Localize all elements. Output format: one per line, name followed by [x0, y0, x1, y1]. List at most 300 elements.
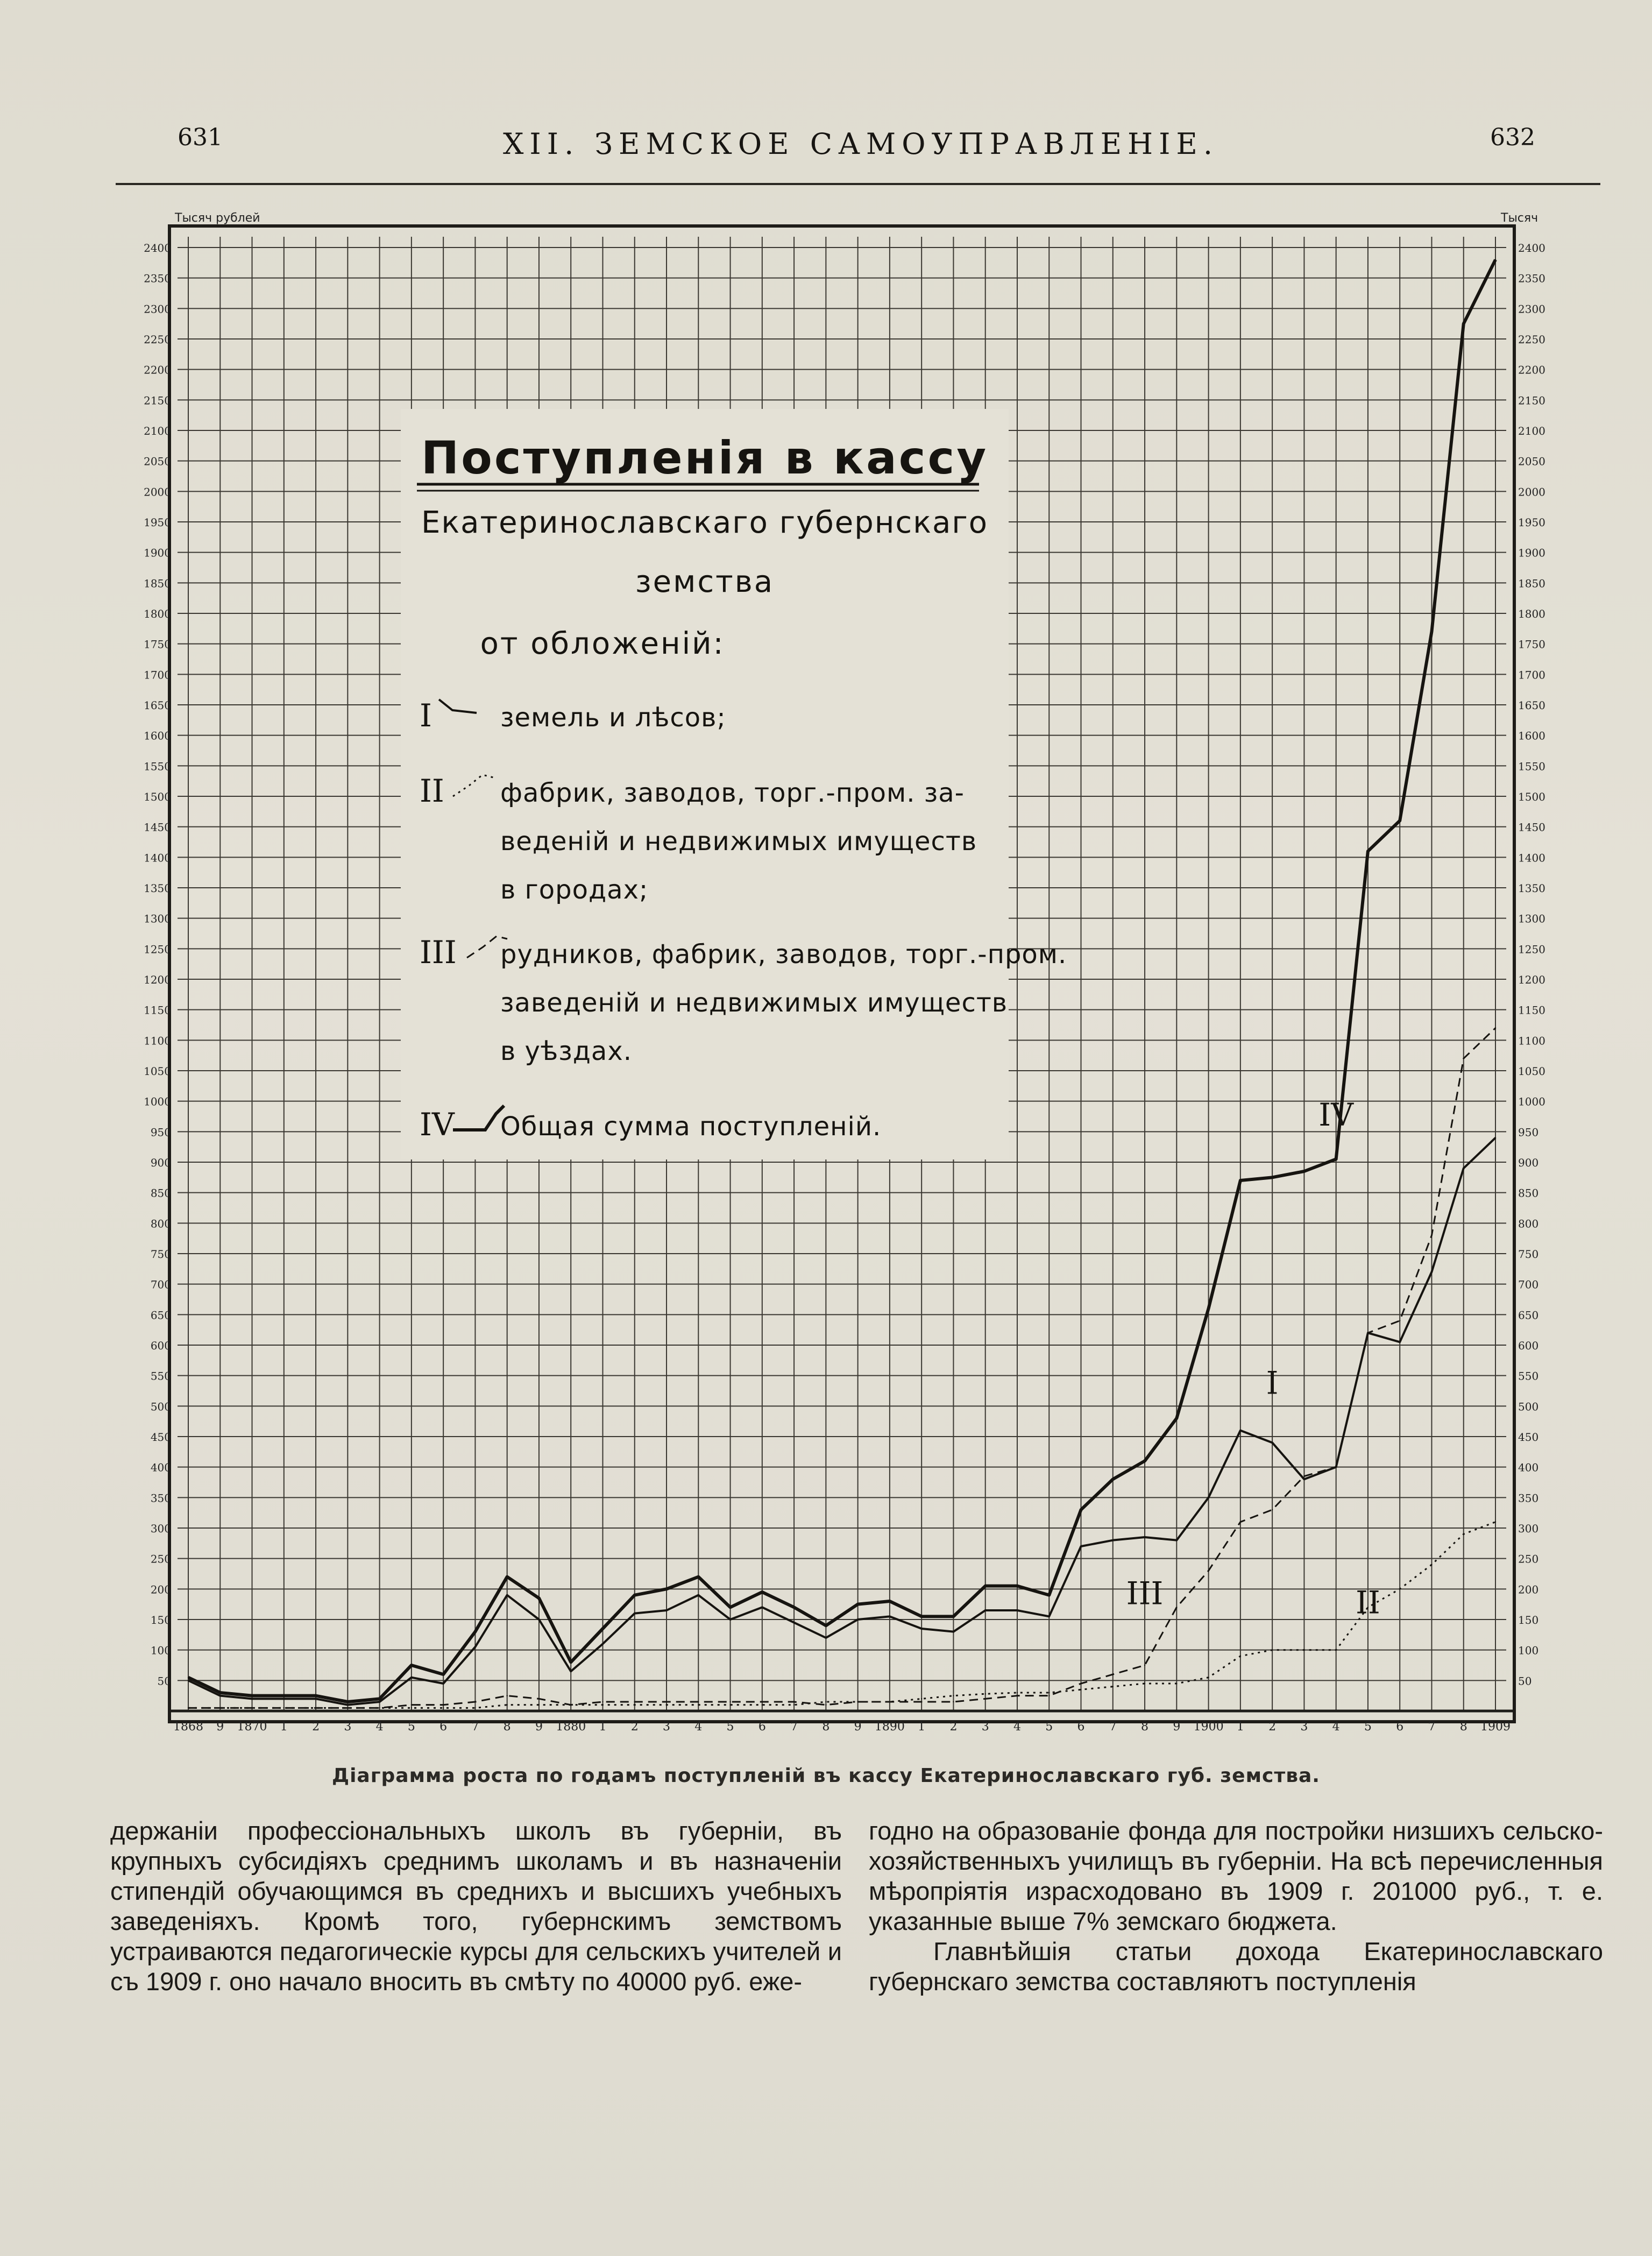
series-point-I [793, 1622, 795, 1623]
series-point-I [1080, 1546, 1081, 1547]
chart-title: Поступленія в кассу [421, 432, 989, 484]
series-point-IV [538, 1597, 540, 1599]
x-tick-label: 3 [344, 1720, 352, 1734]
series-point-II [634, 1704, 635, 1705]
series-point-I [219, 1695, 221, 1696]
series-point-IV [188, 1677, 189, 1678]
series-point-III [1017, 1695, 1018, 1696]
y-tick-label: 1450 [144, 821, 171, 834]
y-tick-label: 2200 [1518, 363, 1545, 377]
series-point-IV [1272, 1177, 1273, 1178]
y-tick-label: 1850 [144, 577, 171, 590]
legend-numeral: IV [420, 1106, 455, 1143]
y-tick-label: 1000 [1518, 1095, 1545, 1108]
series-point-IV [1399, 820, 1400, 821]
y-tick-label: 1750 [144, 638, 171, 651]
series-point-III [379, 1707, 380, 1708]
series-point-IV [1048, 1594, 1050, 1595]
x-tick-label: 2 [949, 1720, 958, 1734]
y-tick-label: 950 [150, 1126, 171, 1139]
y-tick-label: 700 [1518, 1278, 1539, 1291]
legend-text: земель и лѣсов; [500, 703, 726, 733]
y-tick-labels-right [1500, 211, 1545, 1687]
y-tick-label: 450 [1518, 1431, 1539, 1444]
x-tick-label: 4 [1332, 1720, 1340, 1734]
series-point-III [283, 1707, 285, 1708]
series-point-I [1272, 1442, 1273, 1443]
paragraph: держаніи профессіональныхъ школъ въ губерніи, въ крупныхъ субсидіяхъ среднимъ школамъ и въ назначеніи стипендій обучающимся въ среднихъ и высшихъ учебныхъ заведеніяхъ. Кромѣ того, губернскимъ земствомъ устраиваются педагогическіе курсы для сельскихъ учителей и съ 1909 г. оно начало вносить въ смѣту по 40000 руб. еже- [110, 1816, 842, 1996]
chart-subtitle: земства [635, 564, 775, 599]
y-tick-label: 2350 [144, 272, 171, 285]
legend-text: фабрик, заводов, торг.-пром. за- [500, 778, 965, 808]
series-point-III [762, 1701, 763, 1702]
series-point-III [219, 1707, 221, 1708]
x-tick-label: 1909 [1480, 1720, 1511, 1734]
series-point-III [347, 1707, 348, 1708]
y-axis-title-right: Тысяч [1501, 211, 1538, 225]
y-tick-label: 1000 [144, 1095, 171, 1108]
y-tick-label: 2300 [1518, 302, 1545, 316]
y-tick-label: 200 [1518, 1583, 1539, 1596]
x-tick-label: 6 [439, 1720, 448, 1734]
x-tick-label: 2 [630, 1720, 639, 1734]
series-point-III [570, 1704, 571, 1705]
y-tick-label: 1350 [1518, 882, 1545, 895]
series-point-IV [283, 1695, 285, 1696]
x-tick-label: 7 [1428, 1720, 1436, 1734]
series-point-III [793, 1701, 795, 1702]
y-tick-label: 2000 [144, 485, 171, 499]
series-point-I [283, 1698, 285, 1699]
y-tick-label: 250 [1518, 1552, 1539, 1566]
y-tick-label: 700 [150, 1278, 171, 1291]
series-point-IV [634, 1594, 635, 1595]
series-point-IV [1463, 323, 1464, 324]
x-tick-label: 5 [407, 1720, 415, 1734]
y-tick-label: 1300 [1518, 912, 1545, 925]
y-tick-label: 1300 [144, 912, 171, 925]
series-point-III [825, 1704, 826, 1705]
y-tick-label: 1450 [1518, 821, 1545, 834]
series-point-IV [793, 1607, 795, 1608]
series-point-II [1176, 1683, 1177, 1684]
y-tick-label: 900 [1518, 1156, 1539, 1169]
series-point-I [985, 1610, 986, 1611]
y-tick-label: 850 [150, 1186, 171, 1200]
y-tick-label: 950 [1518, 1126, 1539, 1139]
series-point-I [251, 1698, 252, 1699]
series-point-III [1335, 1466, 1336, 1467]
y-tick-label: 750 [1518, 1248, 1539, 1261]
y-tick-label: 1800 [1518, 607, 1545, 620]
series-point-I [666, 1610, 667, 1611]
x-tick-label: 8 [1141, 1720, 1149, 1734]
page-number-right: 632 [1490, 124, 1535, 151]
series-point-I [347, 1704, 348, 1705]
y-tick-label: 1150 [144, 1003, 171, 1017]
figure-caption: Діаграмма роста по годамъ поступленій въ кассу Екатеринославскаго губ. земства. [332, 1765, 1320, 1787]
y-tick-label: 2250 [144, 333, 171, 346]
series-point-II [762, 1704, 763, 1705]
series-point-I [1112, 1539, 1114, 1540]
x-tick-label: 9 [1173, 1720, 1181, 1734]
y-tick-label: 250 [150, 1552, 171, 1566]
y-tick-label: 1500 [1518, 790, 1545, 803]
series-point-II [1495, 1521, 1496, 1522]
series-point-II [443, 1707, 444, 1708]
series-point-III [1495, 1027, 1496, 1028]
series-labels [1126, 1097, 1380, 1621]
y-tick-label: 1100 [1518, 1034, 1545, 1048]
series-point-II [1208, 1677, 1209, 1678]
series-point-III [634, 1701, 635, 1702]
text-column-left [110, 1816, 842, 1997]
series-point-IV [889, 1601, 890, 1602]
series-point-IV [921, 1616, 922, 1617]
series-point-III [1272, 1509, 1273, 1510]
x-tick-label: 3 [1300, 1720, 1308, 1734]
y-tick-label: 1700 [144, 668, 171, 682]
series-point-III [921, 1701, 922, 1702]
series-point-II [1017, 1692, 1018, 1693]
series-point-III [1431, 1235, 1432, 1236]
y-tick-label: 550 [1518, 1369, 1539, 1383]
series-point-III [1240, 1521, 1241, 1522]
y-tick-label: 2250 [1518, 333, 1545, 346]
series-label-IV: IV [1318, 1097, 1354, 1133]
series-point-IV [1080, 1509, 1081, 1510]
series-point-III [411, 1704, 412, 1705]
y-tick-label: 100 [1518, 1644, 1539, 1657]
y-tick-label: 1150 [1518, 1003, 1545, 1017]
series-point-I [729, 1619, 731, 1620]
series-point-IV [602, 1628, 603, 1629]
y-tick-label: 150 [1518, 1614, 1539, 1626]
series-point-II [985, 1693, 986, 1694]
series-point-II [1080, 1689, 1081, 1690]
y-tick-label: 1950 [1518, 516, 1545, 529]
series-point-IV [474, 1631, 476, 1632]
y-tick-label: 500 [1518, 1400, 1539, 1413]
legend-text: в уѣздах. [500, 1036, 632, 1066]
series-point-III [538, 1698, 540, 1699]
series-point-IV [315, 1695, 316, 1696]
y-tick-label: 1400 [144, 851, 171, 865]
series-point-III [1176, 1607, 1177, 1608]
y-tick-label: 1650 [144, 699, 171, 712]
y-tick-label: 350 [150, 1491, 171, 1505]
y-tick-label: 1350 [144, 882, 171, 895]
series-point-III [1080, 1683, 1081, 1684]
y-tick-label: 600 [150, 1339, 171, 1352]
series-point-III [857, 1701, 858, 1702]
page-number-left: 631 [178, 124, 223, 151]
y-tick-label: 50 [157, 1674, 171, 1688]
series-point-III [1463, 1058, 1464, 1059]
series-point-III [666, 1701, 667, 1702]
series-point-I [602, 1643, 603, 1644]
x-tick-label: 8 [503, 1720, 511, 1734]
series-point-II [1112, 1686, 1114, 1687]
series-point-IV [666, 1588, 667, 1589]
legend-numeral: I [420, 697, 432, 734]
series-point-I [411, 1677, 412, 1678]
series-point-II [1335, 1649, 1336, 1650]
x-tick-label: 1868 [173, 1720, 203, 1734]
x-tick-label: 7 [1109, 1720, 1117, 1734]
series-point-III [1048, 1695, 1050, 1696]
series-point-III [1144, 1665, 1145, 1666]
series-point-III [188, 1707, 189, 1708]
x-tick-label: 4 [694, 1720, 703, 1734]
chart-subtitle: Екатеринославскаго губернскаго [421, 505, 989, 540]
series-point-II [921, 1698, 922, 1699]
y-tick-label: 100 [150, 1644, 171, 1657]
x-tick-label: 1 [918, 1720, 926, 1734]
y-tick-label: 2400 [1518, 242, 1545, 254]
y-tick-label: 1550 [1518, 760, 1545, 773]
y-tick-label: 1850 [1518, 577, 1545, 590]
x-tick-label: 5 [726, 1720, 734, 1734]
legend-text: в городах; [500, 875, 649, 905]
series-point-III [953, 1701, 954, 1702]
series-point-I [1303, 1479, 1304, 1480]
paragraph: годно на образованіе фонда для постройки низшихъ сельско-хозяйственныхъ училищъ въ губерніи. На всѣ перечисленныя мѣропріятія израсходовано въ 1909 г. 201000 руб., т. е. указанные выше 7% земскаго бюджета. [869, 1816, 1603, 1935]
series-point-III [602, 1701, 603, 1702]
legend-text: заведеній и недвижимых имуществ [500, 988, 1008, 1018]
x-tick-label: 5 [1364, 1720, 1372, 1734]
x-tick-label: 6 [1396, 1720, 1404, 1734]
series-point-IV [1431, 631, 1432, 632]
series-point-III [729, 1701, 731, 1702]
series-point-IV [825, 1625, 826, 1626]
series-point-IV [1144, 1460, 1145, 1461]
series-point-II [1303, 1649, 1304, 1650]
running-title: XII. ЗЕМСКОЕ САМОУПРАВЛЕНІЕ. [502, 127, 1219, 161]
series-point-IV [698, 1576, 699, 1577]
legend-text: веденій и недвижимых имуществ [500, 826, 977, 857]
series-point-I [1431, 1271, 1432, 1272]
series-point-I [1176, 1539, 1177, 1540]
legend-numeral: II [420, 773, 444, 809]
y-tick-label: 450 [150, 1431, 171, 1444]
series-point-I [921, 1628, 922, 1629]
x-tick-label: 2 [312, 1720, 320, 1734]
series-point-I [953, 1631, 954, 1632]
series-point-II [1048, 1692, 1050, 1693]
series-point-I [825, 1637, 826, 1638]
x-tick-label: 1 [280, 1720, 288, 1734]
series-point-IV [1367, 851, 1369, 852]
series-point-I [315, 1698, 316, 1699]
series-point-I [1048, 1616, 1050, 1617]
series-point-IV [219, 1692, 221, 1693]
chart-legend-box [401, 409, 1067, 1159]
series-point-I [379, 1701, 380, 1702]
series-point-IV [1240, 1180, 1241, 1181]
y-tick-label: 2150 [1518, 394, 1545, 407]
chart-subtitle: от обложеній: [480, 626, 725, 661]
y-tick-label: 2100 [144, 425, 171, 437]
series-point-I [1495, 1137, 1496, 1138]
x-tick-label: 1870 [237, 1720, 267, 1734]
y-tick-label: 2150 [144, 394, 171, 407]
y-tick-label: 500 [150, 1400, 171, 1413]
x-tick-label: 2 [1268, 1720, 1277, 1734]
series-point-I [1208, 1497, 1209, 1498]
series-point-I [634, 1613, 635, 1614]
series-point-II [538, 1704, 540, 1705]
series-point-II [1431, 1564, 1432, 1565]
y-tick-label: 1250 [1518, 943, 1545, 956]
y-tick-label: 1800 [144, 607, 171, 620]
x-tick-label: 9 [216, 1720, 224, 1734]
series-point-II [729, 1704, 731, 1705]
y-tick-labels-left [144, 211, 260, 1687]
series-point-II [1399, 1588, 1400, 1589]
series-point-II [1144, 1683, 1145, 1684]
x-tick-label: 1 [599, 1720, 607, 1734]
y-tick-label: 1750 [1518, 638, 1545, 651]
y-tick-label: 2300 [144, 302, 171, 316]
series-point-I [889, 1616, 890, 1617]
y-tick-label: 800 [1518, 1217, 1539, 1230]
y-tick-label: 150 [150, 1614, 171, 1626]
series-point-I [538, 1619, 540, 1620]
series-point-II [1240, 1656, 1241, 1657]
x-tick-label: 6 [758, 1720, 766, 1734]
series-label-I: I [1266, 1364, 1279, 1402]
series-point-I [443, 1683, 444, 1684]
series-point-IV [1303, 1171, 1304, 1172]
x-tick-label: 9 [854, 1720, 862, 1734]
series-point-IV [953, 1616, 954, 1617]
series-point-I [188, 1680, 189, 1681]
x-tick-label: 1880 [556, 1720, 586, 1734]
series-point-II [1272, 1649, 1273, 1650]
series-point-III [985, 1698, 986, 1699]
series-point-III [1367, 1332, 1369, 1333]
y-tick-label: 1250 [144, 943, 171, 956]
series-point-II [793, 1704, 795, 1705]
series-point-IV [379, 1698, 380, 1699]
series-point-IV [570, 1661, 571, 1663]
x-tick-label: 7 [790, 1720, 798, 1734]
series-point-IV [506, 1576, 507, 1577]
series-point-III [698, 1701, 699, 1702]
y-tick-label: 2350 [1518, 272, 1545, 285]
series-point-III [443, 1704, 444, 1705]
y-tick-label: 200 [150, 1583, 171, 1596]
y-tick-label: 50 [1518, 1674, 1532, 1688]
series-point-II [602, 1704, 603, 1705]
y-tick-label: 1050 [1518, 1065, 1545, 1078]
series-point-I [570, 1671, 571, 1672]
text-column-right [869, 1816, 1603, 1997]
x-tick-label: 3 [981, 1720, 989, 1734]
series-point-IV [985, 1585, 986, 1586]
series-point-I [1399, 1341, 1400, 1342]
y-tick-label: 900 [150, 1156, 171, 1169]
series-point-IV [347, 1701, 348, 1702]
series-point-III [1303, 1475, 1304, 1476]
series-point-II [506, 1704, 507, 1705]
y-tick-label: 400 [1518, 1461, 1539, 1474]
y-tick-label: 650 [1518, 1309, 1539, 1322]
series-point-I [474, 1646, 476, 1647]
series-point-IV [1208, 1308, 1209, 1309]
y-tick-label: 1100 [144, 1034, 171, 1048]
series-point-I [1017, 1610, 1018, 1611]
series-point-III [251, 1707, 252, 1708]
series-point-IV [251, 1695, 252, 1696]
series-point-III [506, 1695, 507, 1696]
series-label-II: II [1356, 1584, 1380, 1621]
series-point-IV [1335, 1158, 1336, 1159]
y-tick-label: 1500 [144, 790, 171, 803]
series-point-III [474, 1701, 476, 1702]
y-tick-label: 550 [150, 1369, 171, 1383]
y-tick-label: 1050 [144, 1065, 171, 1078]
series-point-II [666, 1704, 667, 1705]
series-point-III [1112, 1674, 1114, 1675]
x-tick-label: 6 [1077, 1720, 1085, 1734]
y-tick-label: 350 [1518, 1491, 1539, 1505]
paragraph: Главнѣйшія статьи дохода Екатеринославскаго губернскаго земства составляютъ поступленія [869, 1937, 1603, 1996]
x-tick-label: 1890 [874, 1720, 905, 1734]
y-tick-label: 1400 [1518, 851, 1545, 865]
series-point-I [857, 1619, 858, 1620]
y-tick-label: 1200 [144, 973, 171, 986]
series-point-I [698, 1594, 699, 1595]
y-tick-label: 1600 [1518, 729, 1545, 742]
y-tick-label: 2200 [144, 363, 171, 377]
series-point-III [1399, 1320, 1400, 1321]
series-point-I [1144, 1537, 1145, 1538]
series-point-IV [1112, 1479, 1114, 1480]
y-tick-label: 1900 [144, 546, 171, 560]
series-point-II [1463, 1533, 1464, 1534]
x-tick-label: 1 [1236, 1720, 1244, 1734]
x-tick-label: 7 [471, 1720, 479, 1734]
series-point-II [698, 1704, 699, 1705]
series-point-IV [857, 1603, 858, 1604]
series-point-IV [1495, 259, 1496, 260]
series-point-III [1208, 1570, 1209, 1571]
x-tick-label: 4 [1013, 1720, 1021, 1734]
series-point-IV [411, 1665, 412, 1666]
series-point-I [1463, 1168, 1464, 1169]
y-tick-label: 2100 [1518, 425, 1545, 437]
series-point-II [474, 1707, 476, 1708]
y-tick-label: 2050 [144, 455, 171, 468]
y-tick-label: 1550 [144, 760, 171, 773]
legend-text: Общая сумма поступленій. [500, 1112, 882, 1142]
x-tick-label: 3 [663, 1720, 671, 1734]
series-point-I [506, 1594, 507, 1595]
series-point-II [825, 1701, 826, 1702]
x-tick-label: 9 [535, 1720, 543, 1734]
legend-text: рудников, фабрик, заводов, торг.-пром. [500, 939, 1067, 970]
series-point-IV [729, 1607, 731, 1608]
series-point-IV [443, 1674, 444, 1675]
y-tick-label: 1650 [1518, 699, 1545, 712]
legend-numeral: III [420, 934, 457, 971]
y-tick-label: 1600 [144, 729, 171, 742]
y-tick-label: 750 [150, 1248, 171, 1261]
y-tick-label: 1900 [1518, 546, 1545, 560]
y-tick-label: 2000 [1518, 485, 1545, 499]
